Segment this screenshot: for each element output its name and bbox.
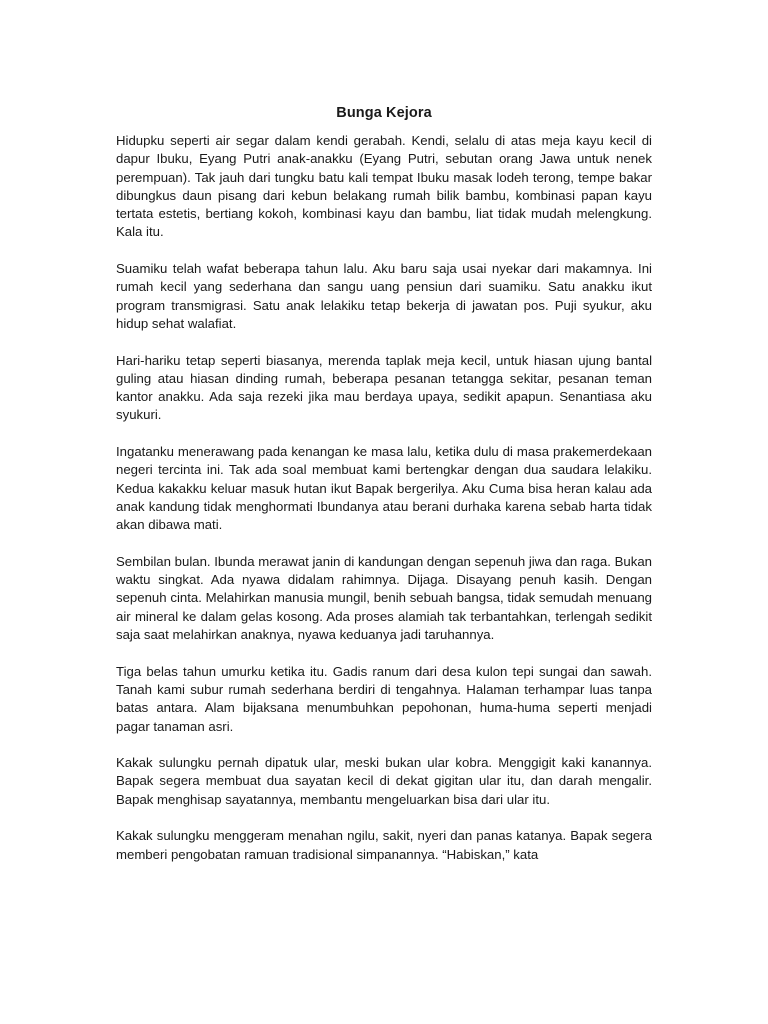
paragraph-1: Hidupku seperti air segar dalam kendi gerabah. Kendi, selalu di atas meja kayu kecil di dapur Ibuku, Eyang Putri anak-anakku (Eyang Putri, sebutan orang Jawa untuk nenek perempuan). Tak jauh dari tungku batu kali tempat Ibuku masak lodeh terong, tempe bakar dibungkus daun pisang dari kebun belakang rumah bilik bambu, kombinasi papan kayu tertata estetis, bertiang kokoh, kombinasi kayu dan bambu, liat tidak mudah melengkung. Kala itu. [116,133,652,240]
paragraph-5: Sembilan bulan. Ibunda merawat janin di kandungan dengan sepenuh jiwa dan raga. Bukan waktu singkat. Ada nyawa didalam rahimnya. Dijaga. Disayang penuh kasih. Dengan sepenuh cinta. Melahirkan manusia mungil, benih sebuah bangsa, tidak semudah menuang air mineral ke dalam gelas kosong. Ada proses alamiah tak terbantahkan, terlengah sedikit saja saat melahirkan anaknya, nyawa keduanya jadi taruhannya. [116,553,652,643]
paragraph-6: Tiga belas tahun umurku ketika itu. Gadis ranum dari desa kulon tepi sungai dan sawah. Tanah kami subur rumah sederhana berdiri di tengahnya. Halaman terhampar luas tanpa batas antara. Alam bijaksana menumbuhkan pepohonan, huma-huma seperti menjadi pagar tanaman asri. [116,663,652,734]
paragraph-4: Ingatanku menerawang pada kenangan ke masa lalu, ketika dulu di masa prakemerdekaan negeri tercinta ini. Tak ada soal membuat kami bertengkar dengan dua saudara lelakiku. Kedua kakakku keluar masuk hutan ikut Bapak bergerilya. Aku Cuma bisa heran kalau ada anak kandung tidak menghormati Ibundanya atau berani durhaka karena sebab harta tidak akan dibawa mati. [116,444,652,533]
paragraph-3: Hari-hariku tetap seperti biasanya, merenda taplak meja kecil, untuk hiasan ujung bantal guling atau hiasan dinding rumah, beberapa pesanan tetangga sekitar, pesanan teman kantor anakku. Ada saja rezeki jika mau berdaya upaya, sedikit apapun. Senantiasa aku syukuri. [116,352,652,423]
paragraph-7: Kakak sulungku pernah dipatuk ular, meski bukan ular kobra. Menggigit kaki kanannya. Bapak segera membuat dua sayatan kecil di dekat gigitan ular itu, dan darah mengalir. Bapak menghisap sayatannya, membantu mengeluarkan bisa dari ular itu. [116,755,652,807]
paragraph-2: Suamiku telah wafat beberapa tahun lalu. Aku baru saja usai nyekar dari makamnya. Ini rumah kecil yang sederhana dan sangu uang pensiun dari suamiku. Satu anakku ikut program transmigrasi. Satu anak lelakiku tetap bekerja di jawatan pos. Puji syukur, aku hidup sehat walafiat. [116,261,652,331]
document-body [116,132,652,882]
document-title: Bunga Kejora [336,105,432,121]
paragraph-8: Kakak sulungku menggeram menahan ngilu, sakit, nyeri dan panas katanya. Bapak segera memberi pengobatan ramuan tradisional simpanannya. “Habiskan,” kata [116,828,652,862]
